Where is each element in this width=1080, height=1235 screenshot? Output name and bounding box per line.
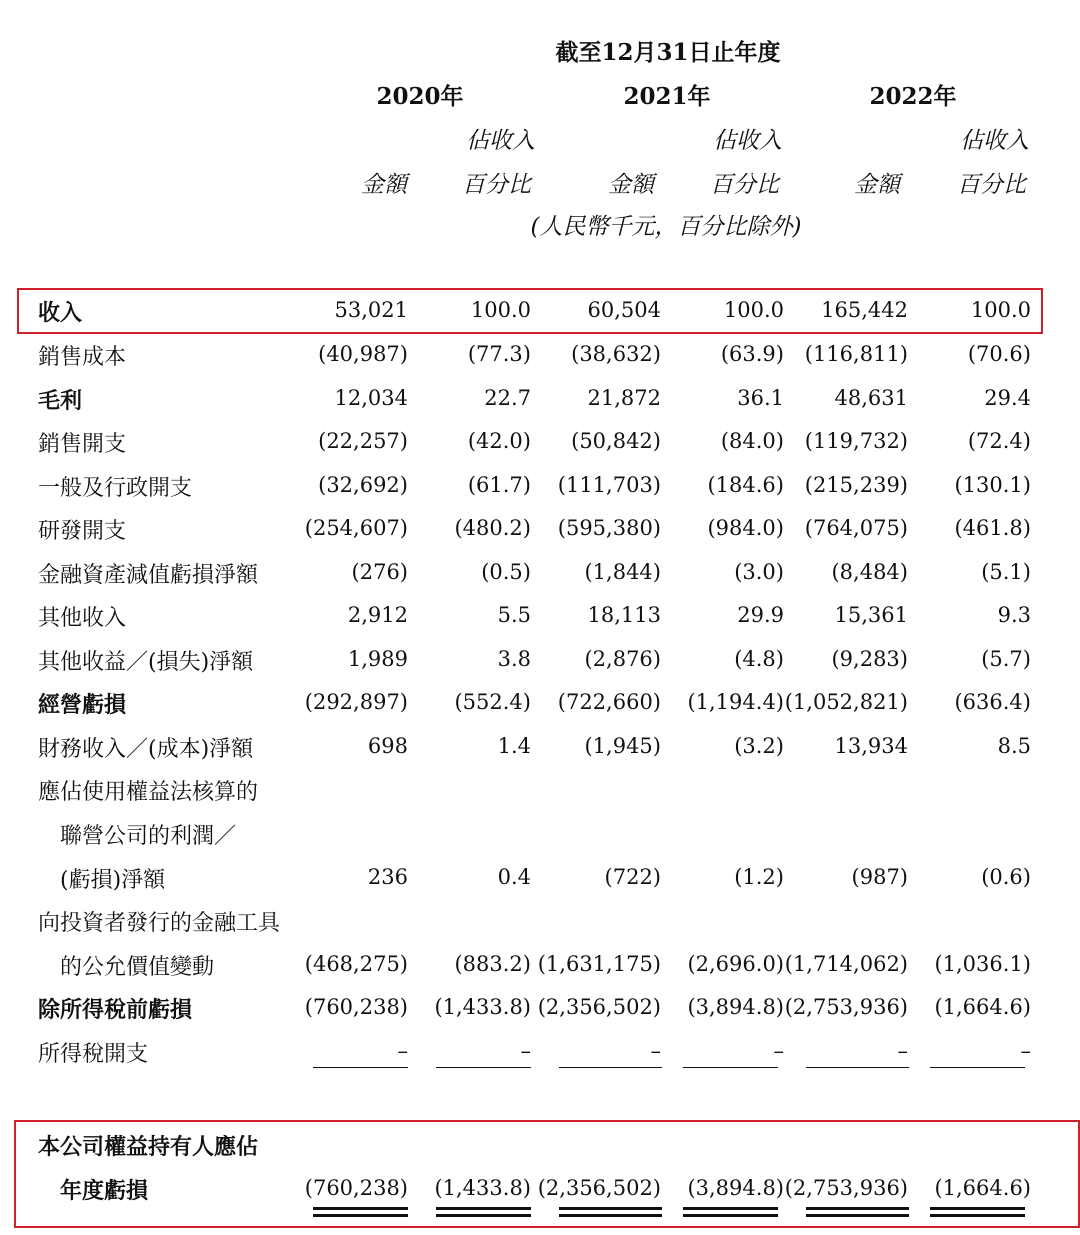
cell-amount-2022: 15,361 bbox=[834, 603, 908, 627]
cell-pct-2020: (0.5) bbox=[481, 560, 531, 584]
cell-pct-2020: 22.7 bbox=[484, 386, 531, 410]
total-cell-pct-2020: (1,433.8) bbox=[434, 1176, 531, 1200]
cell-pct-2020: 0.4 bbox=[497, 865, 531, 889]
cell-pct-2022: (0.6) bbox=[981, 865, 1031, 889]
cell-pct-2021: (184.6) bbox=[707, 473, 784, 497]
cell-amount-2020: (32,692) bbox=[318, 473, 408, 497]
period-header: 截至12月31日止年度 bbox=[555, 39, 781, 66]
double-underline-2021-pct bbox=[683, 1207, 778, 1217]
cell-amount-2022: (987) bbox=[851, 865, 908, 889]
cell-amount-2021: 18,113 bbox=[587, 603, 661, 627]
cell-pct-2022: (72.4) bbox=[967, 429, 1031, 453]
cell-amount-2021: (1,844) bbox=[584, 560, 661, 584]
row-label: 其他收益／(損失)淨額 bbox=[38, 650, 254, 675]
pct-label-2020-line1: 佔收入 bbox=[466, 128, 535, 154]
cell-pct-2021: – bbox=[773, 1039, 784, 1063]
cell-amount-2021: – bbox=[650, 1039, 661, 1063]
underline-tax-2020-pct bbox=[436, 1067, 531, 1068]
cell-pct-2021: (3.0) bbox=[734, 560, 784, 584]
pct-label-2022-line1: 佔收入 bbox=[960, 128, 1029, 154]
total-cell-amount-2022: (2,753,936) bbox=[784, 1176, 908, 1200]
cell-amount-2021: 60,504 bbox=[587, 298, 661, 322]
cell-pct-2022: 9.3 bbox=[997, 603, 1031, 627]
amount-label-2021: 金額 bbox=[608, 172, 654, 198]
cell-pct-2021: (984.0) bbox=[707, 516, 784, 540]
row-label: (虧損)淨額 bbox=[60, 868, 166, 893]
pct-label-2021-line2: 百分比 bbox=[710, 172, 779, 198]
cell-amount-2020: 698 bbox=[367, 734, 408, 758]
cell-amount-2021: (111,703) bbox=[557, 473, 661, 497]
total-cell-pct-2021: (3,894.8) bbox=[687, 1176, 784, 1200]
cell-amount-2022: (119,732) bbox=[804, 429, 908, 453]
cell-amount-2020: (40,987) bbox=[318, 342, 408, 366]
cell-amount-2022: 48,631 bbox=[834, 386, 908, 410]
unit-note: (人民幣千元，百分比除外) bbox=[530, 214, 802, 240]
cell-pct-2022: – bbox=[1020, 1039, 1031, 1063]
row-label: 聯營公司的利潤／ bbox=[60, 824, 237, 849]
row-label: 銷售開支 bbox=[38, 432, 127, 457]
cell-amount-2021: (2,876) bbox=[584, 647, 661, 671]
underline-tax-2021-amount bbox=[559, 1067, 662, 1068]
cell-pct-2021: (4.8) bbox=[734, 647, 784, 671]
cell-pct-2022: (5.7) bbox=[981, 647, 1031, 671]
cell-pct-2020: 1.4 bbox=[497, 734, 531, 758]
cell-amount-2022: 13,934 bbox=[834, 734, 908, 758]
underline-tax-2022-pct bbox=[930, 1067, 1025, 1068]
cell-pct-2020: (480.2) bbox=[454, 516, 531, 540]
cell-amount-2021: 21,872 bbox=[587, 386, 661, 410]
cell-amount-2020: – bbox=[397, 1039, 408, 1063]
row-label: 向投資者發行的金融工具 bbox=[38, 911, 281, 936]
pct-label-2020-line2: 百分比 bbox=[462, 172, 531, 198]
cell-amount-2022: – bbox=[897, 1039, 908, 1063]
cell-amount-2022: (9,283) bbox=[831, 647, 908, 671]
cell-pct-2022: (1,036.1) bbox=[934, 952, 1031, 976]
cell-amount-2022: (215,239) bbox=[804, 473, 908, 497]
cell-amount-2020: (292,897) bbox=[304, 690, 408, 714]
row-label: 銷售成本 bbox=[38, 345, 127, 370]
amount-label-2020: 金額 bbox=[361, 172, 407, 198]
cell-pct-2020: (42.0) bbox=[467, 429, 531, 453]
cell-pct-2021: (84.0) bbox=[720, 429, 784, 453]
cell-pct-2022: 8.5 bbox=[997, 734, 1031, 758]
cell-pct-2020: (77.3) bbox=[467, 342, 531, 366]
cell-pct-2020: (552.4) bbox=[454, 690, 531, 714]
cell-amount-2022: (8,484) bbox=[831, 560, 908, 584]
cell-amount-2022: (764,075) bbox=[804, 516, 908, 540]
row-label: 一般及行政開支 bbox=[38, 476, 193, 501]
cell-pct-2021: (1,194.4) bbox=[687, 690, 784, 714]
double-underline-2020-pct bbox=[436, 1207, 531, 1217]
cell-pct-2021: (1.2) bbox=[734, 865, 784, 889]
total-cell-amount-2021: (2,356,502) bbox=[537, 1176, 661, 1200]
cell-amount-2022: (116,811) bbox=[804, 342, 908, 366]
cell-amount-2020: (22,257) bbox=[318, 429, 408, 453]
row-label: 經營虧損 bbox=[38, 692, 127, 718]
cell-amount-2021: (50,842) bbox=[571, 429, 661, 453]
pct-label-2022-line2: 百分比 bbox=[957, 172, 1026, 198]
double-underline-2022-amount bbox=[806, 1207, 909, 1217]
cell-amount-2020: 1,989 bbox=[347, 647, 408, 671]
cell-pct-2020: (1,433.8) bbox=[434, 995, 531, 1019]
cell-amount-2021: (1,945) bbox=[584, 734, 661, 758]
cell-amount-2020: 53,021 bbox=[334, 298, 408, 322]
cell-amount-2020: 236 bbox=[367, 865, 408, 889]
row-label: 研發開支 bbox=[38, 519, 127, 544]
cell-pct-2022: (70.6) bbox=[967, 342, 1031, 366]
year-2022-header: 2022年 bbox=[869, 83, 957, 110]
row-label: 除所得稅前虧損 bbox=[38, 997, 193, 1023]
cell-pct-2020: (61.7) bbox=[467, 473, 531, 497]
cell-amount-2022: (1,714,062) bbox=[784, 952, 908, 976]
underline-tax-2022-amount bbox=[806, 1067, 909, 1068]
amount-label-2022: 金額 bbox=[854, 172, 900, 198]
cell-pct-2021: (2,696.0) bbox=[687, 952, 784, 976]
cell-pct-2021: 29.9 bbox=[737, 603, 784, 627]
cell-amount-2021: (1,631,175) bbox=[537, 952, 661, 976]
cell-amount-2022: (2,753,936) bbox=[784, 995, 908, 1019]
cell-amount-2021: (722,660) bbox=[557, 690, 661, 714]
cell-amount-2020: (254,607) bbox=[304, 516, 408, 540]
cell-amount-2020: (468,275) bbox=[304, 952, 408, 976]
double-underline-2021-amount bbox=[559, 1207, 662, 1217]
cell-pct-2020: 5.5 bbox=[497, 603, 531, 627]
cell-pct-2020: – bbox=[520, 1039, 531, 1063]
total-label-line2: 年度虧損 bbox=[60, 1178, 149, 1204]
cell-pct-2020: 100.0 bbox=[470, 298, 531, 322]
underline-tax-2020-amount bbox=[313, 1067, 408, 1068]
cell-amount-2020: 2,912 bbox=[347, 603, 408, 627]
year-2020-header: 2020年 bbox=[376, 83, 464, 110]
double-underline-2020-amount bbox=[313, 1207, 408, 1217]
total-cell-pct-2022: (1,664.6) bbox=[934, 1176, 1031, 1200]
cell-pct-2022: 29.4 bbox=[984, 386, 1031, 410]
cell-amount-2020: (276) bbox=[351, 560, 408, 584]
cell-pct-2021: (3,894.8) bbox=[687, 995, 784, 1019]
row-label: 收入 bbox=[38, 300, 83, 326]
cell-amount-2022: 165,442 bbox=[821, 298, 908, 322]
cell-amount-2021: (38,632) bbox=[571, 342, 661, 366]
cell-amount-2020: 12,034 bbox=[334, 386, 408, 410]
pct-label-2021-line1: 佔收入 bbox=[713, 128, 782, 154]
cell-pct-2020: 3.8 bbox=[497, 647, 531, 671]
cell-pct-2022: 100.0 bbox=[970, 298, 1031, 322]
cell-pct-2020: (883.2) bbox=[454, 952, 531, 976]
row-label: 財務收入／(成本)淨額 bbox=[38, 737, 254, 762]
year-2021-header: 2021年 bbox=[623, 83, 711, 110]
cell-pct-2022: (130.1) bbox=[954, 473, 1031, 497]
double-underline-2022-pct bbox=[930, 1207, 1025, 1217]
row-label: 毛利 bbox=[38, 388, 83, 414]
row-label: 應佔使用權益法核算的 bbox=[38, 780, 259, 805]
row-label: 其他收入 bbox=[38, 606, 127, 631]
cell-pct-2021: (63.9) bbox=[720, 342, 784, 366]
row-label: 金融資產減值虧損淨額 bbox=[38, 563, 259, 588]
cell-pct-2022: (636.4) bbox=[954, 690, 1031, 714]
total-cell-amount-2020: (760,238) bbox=[304, 1176, 408, 1200]
cell-pct-2021: 100.0 bbox=[723, 298, 784, 322]
cell-amount-2021: (2,356,502) bbox=[537, 995, 661, 1019]
cell-pct-2021: 36.1 bbox=[737, 386, 784, 410]
cell-pct-2022: (1,664.6) bbox=[934, 995, 1031, 1019]
cell-pct-2021: (3.2) bbox=[734, 734, 784, 758]
cell-amount-2021: (722) bbox=[604, 865, 661, 889]
total-label-line1: 本公司權益持有人應佔 bbox=[38, 1134, 259, 1160]
underline-tax-2021-pct bbox=[683, 1067, 778, 1068]
cell-pct-2022: (461.8) bbox=[954, 516, 1031, 540]
row-label: 所得稅開支 bbox=[38, 1042, 149, 1067]
cell-amount-2021: (595,380) bbox=[557, 516, 661, 540]
cell-amount-2020: (760,238) bbox=[304, 995, 408, 1019]
row-label: 的公允價值變動 bbox=[60, 955, 215, 980]
cell-pct-2022: (5.1) bbox=[981, 560, 1031, 584]
cell-amount-2022: (1,052,821) bbox=[784, 690, 908, 714]
